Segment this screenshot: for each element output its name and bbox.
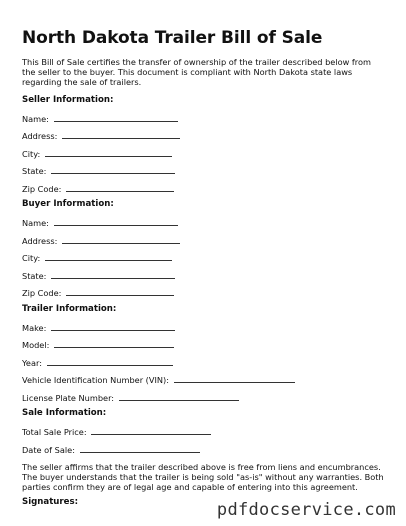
seller-zip-field[interactable] <box>22 183 174 194</box>
seller-state-line <box>51 165 175 174</box>
buyer-city-field[interactable] <box>22 252 172 263</box>
seller-heading: Seller Information: <box>22 95 114 105</box>
trailer-year-label: Year: <box>22 358 45 368</box>
trailer-plate-label: License Plate Number: <box>22 393 117 403</box>
buyer-state-field[interactable] <box>22 270 175 281</box>
seller-city-field[interactable] <box>22 148 172 159</box>
sale-date-field[interactable] <box>22 444 200 455</box>
trailer-vin-label: Vehicle Identification Number (VIN): <box>22 375 172 385</box>
buyer-name-field[interactable] <box>22 217 178 228</box>
buyer-address-label: Address: <box>22 236 60 246</box>
buyer-zip-field[interactable] <box>22 287 174 298</box>
trailer-plate-line <box>119 392 239 401</box>
buyer-zip-label: Zip Code: <box>22 288 65 298</box>
trailer-model-line <box>54 339 174 348</box>
seller-zip-line <box>66 183 174 192</box>
trailer-model-field[interactable] <box>22 339 174 350</box>
buyer-address-field[interactable] <box>22 235 180 246</box>
seller-state-field[interactable] <box>22 165 175 176</box>
seller-city-line <box>45 148 172 157</box>
trailer-year-field[interactable] <box>22 357 173 368</box>
buyer-state-label: State: <box>22 271 50 281</box>
sale-date-label: Date of Sale: <box>22 445 78 455</box>
trailer-vin-field[interactable] <box>22 374 295 385</box>
buyer-name-label: Name: <box>22 218 52 228</box>
trailer-model-label: Model: <box>22 340 52 350</box>
sale-price-line <box>91 426 211 435</box>
trailer-plate-field[interactable] <box>22 392 239 403</box>
trailer-make-label: Make: <box>22 323 49 333</box>
trailer-make-field[interactable] <box>22 322 175 333</box>
trailer-year-line <box>47 357 173 366</box>
seller-zip-label: Zip Code: <box>22 184 65 194</box>
trailer-heading: Trailer Information: <box>22 304 117 314</box>
bill-of-sale-page <box>22 27 386 507</box>
seller-address-line <box>62 130 180 139</box>
sale-price-label: Total Sale Price: <box>22 427 90 437</box>
signatures-heading: Signatures: <box>22 497 79 507</box>
buyer-state-line <box>51 270 175 279</box>
trailer-vin-line <box>174 374 295 383</box>
watermark: pdfdocservice.com <box>216 500 396 520</box>
buyer-city-line <box>45 252 172 261</box>
intro-paragraph: This Bill of Sale certifies the transfer of ownership of the trailer described below from the seller to the buyer. This document is compliant with North Dakota state laws regarding the sale of trailers. <box>22 57 371 87</box>
trailer-make-line <box>51 322 175 331</box>
seller-city-label: City: <box>22 149 43 159</box>
buyer-address-line <box>62 235 180 244</box>
seller-name-field[interactable] <box>22 113 178 124</box>
buyer-name-line <box>54 217 178 226</box>
seller-address-label: Address: <box>22 131 60 141</box>
seller-name-label: Name: <box>22 114 52 124</box>
affirmation-paragraph: The seller affirms that the trailer described above is free from liens and encumbrances. The buyer understands that the trailer is being sold "as-is" without any warranties. Both parties confirm they are of legal age and capable of entering into this agreement. <box>22 462 384 492</box>
buyer-heading: Buyer Information: <box>22 199 114 209</box>
sale-heading: Sale Information: <box>22 408 107 418</box>
buyer-city-label: City: <box>22 253 43 263</box>
seller-address-field[interactable] <box>22 130 180 141</box>
sale-date-line <box>80 444 200 453</box>
buyer-zip-line <box>66 287 174 296</box>
document-title: North Dakota Trailer Bill of Sale <box>22 28 323 48</box>
seller-name-line <box>54 113 178 122</box>
seller-state-label: State: <box>22 166 50 176</box>
sale-price-field[interactable] <box>22 426 211 437</box>
